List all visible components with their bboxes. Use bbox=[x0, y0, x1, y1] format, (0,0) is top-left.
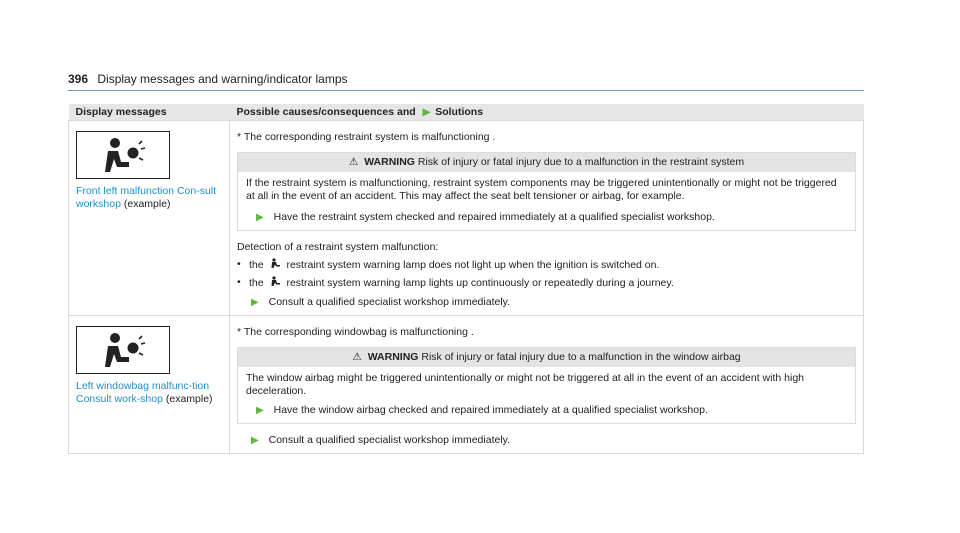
airbag-warning-icon bbox=[76, 326, 170, 374]
bullet-text-end: restraint system warning lamp does not light up when the ignition is switched on. bbox=[286, 259, 660, 271]
page-header bbox=[68, 72, 348, 86]
arrow-right-icon: ▶ bbox=[256, 212, 264, 223]
warning-body-text: The window airbag might be triggered unintentionally or might not be triggered at all in the event of an accident with high deceleration. bbox=[246, 372, 805, 397]
arrow-right-icon: ▶ bbox=[251, 435, 259, 446]
table-row bbox=[69, 316, 864, 454]
warning-label: WARNING bbox=[364, 156, 415, 168]
detection-heading: Detection of a restraint system malfunction: bbox=[237, 241, 439, 253]
col-header-causes bbox=[230, 104, 864, 121]
display-message-text: Left windowbag malfunc-tion Consult work-shop bbox=[76, 380, 210, 405]
warning-action-text: Have the restraint system checked and repaired immediately at a qualified specialist workshop. bbox=[273, 211, 715, 223]
table-header-row bbox=[69, 104, 864, 121]
warning-body bbox=[238, 172, 855, 230]
causes-cell bbox=[230, 316, 864, 454]
display-message-text: Front left malfunction Con-sult workshop bbox=[76, 185, 217, 210]
warning-body-text: If the restraint system is malfunctioning, restraint system components may be triggered unintentionally or might not be triggered at all in the event of an accident. This may affect the seat belt tensioner or airbag, for example. bbox=[246, 177, 837, 202]
display-message-cell bbox=[69, 121, 230, 316]
col-header-solutions-text: Solutions bbox=[435, 105, 484, 118]
warning-title: Risk of injury or fatal injury due to a malfunction in the window airbag bbox=[421, 351, 741, 363]
page-title: Display messages and warning/indicator lamps bbox=[97, 72, 348, 86]
warning-box bbox=[237, 347, 856, 424]
airbag-warning-icon bbox=[76, 131, 170, 179]
page-number: 396 bbox=[68, 72, 89, 86]
table-row bbox=[69, 121, 864, 316]
bullet-text-start: the bbox=[249, 277, 264, 289]
final-action bbox=[237, 434, 856, 447]
warning-label: WARNING bbox=[367, 351, 419, 363]
final-action bbox=[237, 296, 856, 309]
warning-triangle-icon: ⚠ bbox=[348, 156, 359, 168]
warning-header bbox=[238, 153, 855, 172]
col-header-causes-text: Possible causes/consequences and bbox=[236, 105, 416, 118]
cause-text: * The corresponding windowbag is malfunctioning . bbox=[237, 326, 474, 338]
display-messages-table bbox=[68, 104, 864, 454]
airbag-warning-icon bbox=[269, 276, 282, 287]
warning-body bbox=[238, 367, 855, 423]
warning-header bbox=[238, 348, 855, 367]
causes-cell bbox=[230, 121, 864, 316]
arrow-right-icon: ▶ bbox=[422, 106, 431, 118]
warning-box bbox=[237, 152, 856, 231]
list-item bbox=[237, 258, 856, 272]
bullet-text-end: restraint system warning lamp lights up continuously or repeatedly during a journey. bbox=[286, 277, 674, 289]
warning-title: Risk of injury or fatal injury due to a malfunction in the restraint system bbox=[417, 156, 745, 168]
warning-triangle-icon: ⚠ bbox=[352, 351, 362, 363]
display-message-suffix: (example) bbox=[165, 393, 213, 405]
col-header-display-messages: Display messages bbox=[69, 104, 230, 121]
display-message-suffix: (example) bbox=[123, 198, 171, 210]
header-divider bbox=[68, 90, 864, 91]
arrow-right-icon: ▶ bbox=[256, 405, 264, 416]
bullet-text-start: the bbox=[249, 259, 264, 271]
final-action-text: Consult a qualified specialist workshop immediately. bbox=[268, 434, 511, 446]
warning-action-text: Have the window airbag checked and repaired immediately at a qualified specialist workshop. bbox=[273, 404, 708, 416]
arrow-right-icon: ▶ bbox=[251, 297, 259, 308]
airbag-warning-icon bbox=[269, 258, 282, 269]
cause-text: * The corresponding restraint system is malfunctioning . bbox=[237, 131, 496, 143]
display-message-cell bbox=[69, 316, 230, 454]
list-item bbox=[237, 276, 856, 290]
final-action-text: Consult a qualified specialist workshop immediately. bbox=[268, 296, 511, 308]
